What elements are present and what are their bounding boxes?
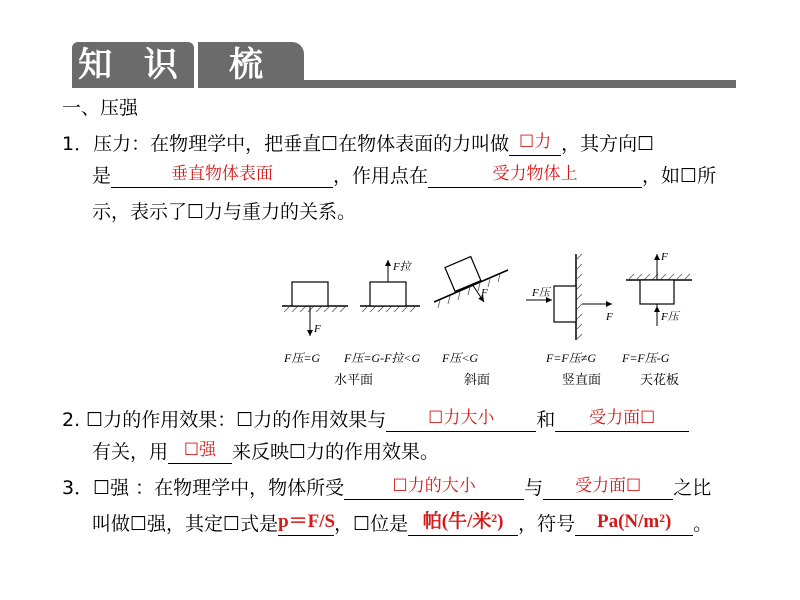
panel3-caption: 斜面 xyxy=(464,372,491,387)
banner-rule xyxy=(304,80,736,88)
item3-text-mid: 与 xyxy=(524,477,544,499)
item3-line1 xyxy=(62,476,711,500)
item1-line2 xyxy=(92,164,716,188)
item2-line1 xyxy=(62,408,689,432)
item3-answer1: ☐力的大小 xyxy=(392,476,476,496)
item3-text2-mid: ，☐位是 xyxy=(334,513,409,535)
panel1-caption: 水平面 xyxy=(334,372,374,387)
panel1-formula: F压=G xyxy=(284,351,321,365)
item3-blank1[interactable] xyxy=(344,477,524,500)
panel4-caption: 竖直面 xyxy=(562,372,602,387)
item3-blank4[interactable] xyxy=(408,513,518,536)
item3-answer2: 受力面☐ xyxy=(575,476,642,496)
item3-blank3[interactable] xyxy=(278,513,334,536)
item3-answer3: p＝F/S xyxy=(278,511,336,532)
item3-answer4: 帕(牛/米²) xyxy=(422,511,504,532)
item1-answer1: ☐力 xyxy=(519,132,552,152)
panel1-force-label: F xyxy=(314,323,321,335)
panel4-formula: F=F压≠G xyxy=(546,351,597,365)
panel5-force-label2: F压 xyxy=(661,311,679,323)
item2-answer1: ☐力大小 xyxy=(428,408,495,428)
item1-answer2: 垂直物体表面 xyxy=(171,164,274,184)
item2-text-head: 2. ☐力的作用效果：☐力的作用效果与 xyxy=(62,409,387,431)
panel3-force-label: F xyxy=(481,287,488,299)
panel2-formula: F压=G-F拉<G xyxy=(344,351,421,365)
panel5-caption: 天花板 xyxy=(640,372,680,387)
item2-text2-tail: 来反映☐力的作用效果。 xyxy=(232,441,440,463)
item2-line2 xyxy=(92,440,439,464)
panel-incline xyxy=(434,257,508,387)
section-heading: 一、压强 xyxy=(62,97,139,119)
panel-ceiling xyxy=(621,251,692,387)
item3-line2 xyxy=(92,512,712,536)
item1-text2-tail: ，如☐所 xyxy=(642,165,717,187)
panel5-formula: F=F压-G xyxy=(622,351,670,365)
panel2-force-label: F拉 xyxy=(393,261,411,273)
panel3-formula: F压<G xyxy=(442,351,479,365)
item2-answer2: 受力面☐ xyxy=(589,408,656,428)
item2-answer3: ☐强 xyxy=(183,440,217,460)
item1-text2-mid: ，作用点在 xyxy=(333,165,429,187)
item2-blank1[interactable] xyxy=(386,409,536,432)
panel4-force-label: F压 xyxy=(532,287,550,299)
item1-text2-head: 是 xyxy=(92,165,112,187)
panel-wall xyxy=(526,254,613,387)
item3-text2-head: 叫做☐强，其定☐式是 xyxy=(92,513,279,535)
item2-text2-head: 有关，用 xyxy=(92,441,169,463)
item1-line3: 示，表示了☐力与重力的关系。 xyxy=(92,201,357,223)
item3-blank5[interactable] xyxy=(575,513,693,536)
item3-answer5: Pa(N/m²) xyxy=(596,511,672,532)
item3-text-head: 3．☐强 ：在物理学中，物体所受 xyxy=(62,477,345,499)
pressure-diagram xyxy=(276,240,696,396)
item1-answer3: 受力物体上 xyxy=(492,164,578,184)
item2-blank3[interactable] xyxy=(168,441,232,464)
item2-blank2[interactable] xyxy=(555,409,689,432)
item1-text1: 1．压力：在物理学中，把垂直☐在物体表面的力叫做 xyxy=(62,133,510,155)
panel5-force-label: F xyxy=(661,251,668,263)
item3-text2-mid2: ，符号 xyxy=(518,513,576,535)
item2-text-mid: 和 xyxy=(536,409,556,431)
item3-text2-tail: 。 xyxy=(693,513,713,535)
item1-blank1[interactable] xyxy=(509,133,561,156)
panel4-force-label2: F xyxy=(606,311,613,323)
item3-blank2[interactable] xyxy=(543,477,673,500)
item1-blank3[interactable] xyxy=(428,165,642,188)
item1-line1 xyxy=(62,132,654,156)
item3-text-tail: 之比 xyxy=(673,477,712,499)
item1-blank2[interactable] xyxy=(111,165,333,188)
panel-pulled-up xyxy=(343,260,421,365)
banner-title-part1: 知 识 xyxy=(72,42,194,88)
panel-horizontal xyxy=(282,282,373,387)
banner-title-part2: 梳 理 xyxy=(198,42,304,88)
item1-text1-tail: ，其方向☐ xyxy=(561,133,655,155)
